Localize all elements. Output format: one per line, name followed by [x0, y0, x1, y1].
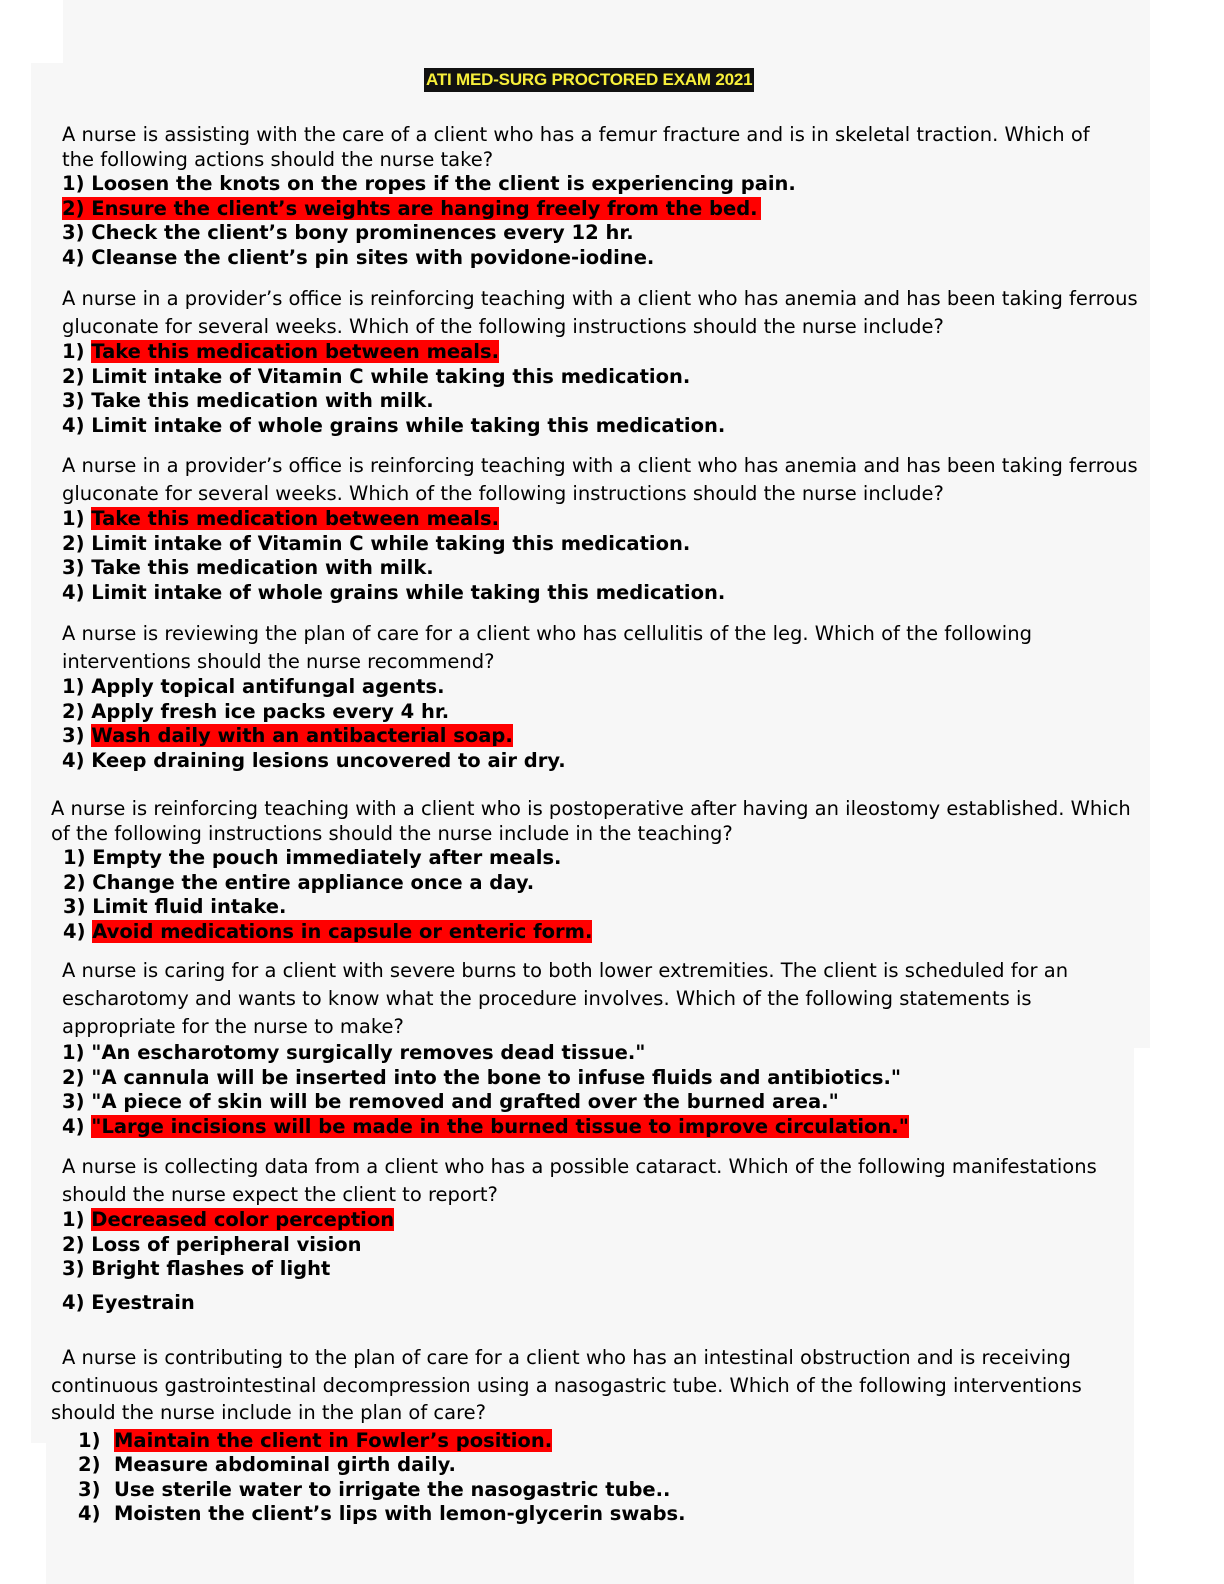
option-text: Loss of peripheral vision: [91, 1232, 362, 1256]
question-6: [62, 957, 1142, 1139]
question-stem: [51, 1344, 1131, 1427]
option-number: 1): [63, 846, 86, 869]
answer-option-2[interactable]: [62, 197, 1122, 222]
question-3: [62, 452, 1142, 605]
option-number: 4): [62, 245, 85, 269]
option-number: 4): [78, 1502, 101, 1525]
answer-option-1[interactable]: [62, 1041, 1142, 1066]
option-number: 1): [62, 340, 85, 363]
option-number: 2): [62, 364, 85, 388]
option-number: 2): [62, 699, 85, 723]
option-text: Keep draining lesions uncovered to air dry.: [91, 748, 566, 772]
answer-options: [78, 1429, 1131, 1527]
answer-option-3[interactable]: [62, 724, 1142, 749]
highlighted-answer: Take this medication between meals.: [91, 507, 499, 530]
answer-option-2[interactable]: [62, 365, 1142, 390]
option-text: "A piece of skin will be removed and grafted over the burned area.": [91, 1090, 839, 1113]
option-text: Bright flashes of light: [91, 1257, 331, 1280]
option-text: Limit intake of Vitamin C while taking this medication.: [91, 531, 691, 555]
option-number: 1): [62, 1041, 85, 1064]
option-number: 4): [62, 748, 85, 772]
answer-options: [62, 340, 1142, 438]
option-number: 2): [63, 870, 86, 894]
answer-option-1[interactable]: [62, 507, 1142, 532]
option-text: Limit intake of Vitamin C while taking this medication.: [91, 364, 691, 388]
answer-option-2[interactable]: [62, 1233, 1142, 1258]
option-text: Loosen the knots on the ropes if the client is experiencing pain.: [91, 172, 796, 195]
answer-options: [62, 1041, 1142, 1139]
option-number: 4): [62, 413, 85, 437]
answer-option-3[interactable]: [62, 1257, 1142, 1282]
answer-option-2[interactable]: [78, 1453, 1131, 1478]
answer-option-2[interactable]: [62, 1066, 1142, 1091]
highlighted-answer: Avoid medications in capsule or enteric form.: [92, 919, 593, 943]
option-number: 3): [62, 1090, 85, 1113]
option-number: 3): [63, 895, 86, 918]
question-stem: A nurse is reviewing the plan of care for a client who has cellulitis of the leg. Which of the following interventions should the nurse recommend?: [62, 622, 1032, 673]
answer-option-3[interactable]: [62, 556, 1142, 581]
highlighted-answer: Maintain the client in Fowler’s position.: [114, 1428, 553, 1452]
answer-option-3[interactable]: [63, 895, 1131, 920]
answer-option-3[interactable]: [62, 221, 1122, 246]
question-5: [51, 796, 1131, 944]
answer-options: [63, 846, 1131, 944]
page-background-top: [63, 0, 1150, 64]
option-number: 1): [62, 172, 85, 195]
question-8: [51, 1344, 1131, 1527]
question-stem: A nurse in a provider’s office is reinforcing teaching with a client who has anemia and has been taking ferrous gluconate for several weeks. Which of the following instructions should the nurse include?: [62, 454, 1138, 505]
exam-title: ATI MED-SURG PROCTORED EXAM 2021: [424, 68, 754, 92]
highlighted-answer: [62, 197, 761, 220]
answer-option-1[interactable]: [62, 675, 1142, 700]
answer-option-3[interactable]: [62, 1090, 1142, 1115]
option-number: 1): [62, 1208, 85, 1231]
option-text: "An escharotomy surgically removes dead tissue.": [91, 1041, 646, 1064]
option-text: Moisten the client’s lips with lemon-glycerin swabs.: [114, 1502, 686, 1525]
option-number: 4): [62, 1290, 85, 1314]
option-number: 4): [62, 580, 85, 604]
option-text: "A cannula will be inserted into the bone to infuse fluids and antibiotics.": [91, 1065, 902, 1089]
option-number: 2): [62, 196, 85, 220]
answer-option-2[interactable]: [63, 871, 1131, 896]
question-stem-text: A nurse is contributing to the plan of care for a client who has an intestinal obstruction and is receiving continuous gastrointestinal decompression using a nasogastric tube. Which of the following interventions should the nurse include in the plan of care?: [51, 1346, 1082, 1424]
option-number: 2): [62, 1065, 85, 1089]
answer-option-4[interactable]: [62, 246, 1122, 271]
option-text: Change the entire appliance once a day.: [92, 870, 535, 894]
question-2: [62, 285, 1142, 438]
option-number: 3): [78, 1477, 101, 1501]
highlighted-answer: "Large incisions will be made in the burned tissue to improve circulation.": [91, 1114, 909, 1138]
option-number: 4): [63, 919, 86, 943]
option-number: 2): [62, 531, 85, 555]
answer-option-4[interactable]: [62, 1291, 1142, 1316]
option-text: Limit fluid intake.: [92, 895, 287, 918]
answer-options: [62, 507, 1142, 605]
option-number: 3): [62, 1257, 85, 1280]
answer-option-3[interactable]: [62, 389, 1142, 414]
answer-option-4[interactable]: [62, 1115, 1142, 1140]
answer-option-3[interactable]: [78, 1478, 1131, 1503]
option-number: 2): [62, 1232, 85, 1256]
option-text: Empty the pouch immediately after meals.: [92, 846, 562, 869]
option-number: 4): [62, 1114, 85, 1138]
answer-option-4[interactable]: [62, 581, 1142, 606]
option-number: 3): [62, 389, 85, 412]
question-7: [62, 1153, 1142, 1315]
option-text: Eyestrain: [91, 1290, 195, 1314]
answer-option-4[interactable]: [78, 1502, 1131, 1527]
answer-option-1[interactable]: [62, 340, 1142, 365]
option-number: 2): [78, 1453, 101, 1476]
option-text: Check the client’s bony prominences every 12 hr.: [91, 221, 634, 244]
answer-option-2[interactable]: [62, 700, 1142, 725]
answer-option-1[interactable]: [63, 846, 1131, 871]
option-number: 1): [62, 507, 85, 530]
option-text: Ensure the client’s weights are hanging freely from the bed.: [91, 196, 758, 220]
answer-option-1[interactable]: [78, 1429, 1131, 1454]
highlighted-answer: Wash daily with an antibacterial soap.: [91, 724, 513, 747]
question-1: [62, 122, 1122, 270]
option-text: Measure abdominal girth daily.: [114, 1453, 456, 1476]
option-text: Use sterile water to irrigate the nasogastric tube..: [114, 1477, 671, 1501]
option-number: 1): [78, 1428, 101, 1452]
question-stem: A nurse is reinforcing teaching with a client who is postoperative after having an ileostomy established. Which of the following instructions should the nurse include in the teaching?: [51, 797, 1131, 845]
option-number: 3): [62, 724, 85, 747]
answer-option-4[interactable]: [62, 749, 1142, 774]
answer-options: [62, 172, 1122, 270]
answer-option-4[interactable]: [63, 920, 1131, 945]
question-stem: A nurse is caring for a client with severe burns to both lower extremities. The client is scheduled for an escharotomy and wants to know what the procedure involves. Which of the following statements is appropriate for the nurse to make?: [62, 959, 1069, 1038]
option-text: Limit intake of whole grains while taking this medication.: [91, 580, 726, 604]
option-text: Take this medication with milk.: [91, 556, 434, 579]
answer-options: [62, 675, 1142, 773]
option-text: Cleanse the client’s pin sites with povidone-iodine.: [91, 245, 655, 269]
question-stem: A nurse in a provider’s office is reinforcing teaching with a client who has anemia and has been taking ferrous gluconate for several weeks. Which of the following instructions should the nurse include?: [62, 287, 1138, 338]
question-stem: A nurse is assisting with the care of a client who has a femur fracture and is in skeletal traction. Which of the following actions should the nurse take?: [62, 123, 1090, 171]
option-text: Take this medication with milk.: [91, 389, 434, 412]
option-number: 1): [62, 675, 85, 698]
answer-option-1[interactable]: [62, 1208, 1142, 1233]
option-text: Limit intake of whole grains while taking this medication.: [91, 413, 726, 437]
option-number: 3): [62, 556, 85, 579]
question-stem: A nurse is collecting data from a client who has a possible cataract. Which of the following manifestations should the nurse expect the client to report?: [62, 1155, 1097, 1206]
answer-option-2[interactable]: [62, 532, 1142, 557]
highlighted-answer: Decreased color perception: [91, 1208, 395, 1231]
answer-option-4[interactable]: [62, 414, 1142, 439]
highlighted-answer: Take this medication between meals.: [91, 340, 499, 363]
option-text: Apply topical antifungal agents.: [91, 675, 445, 698]
answer-options: [62, 1208, 1142, 1315]
option-number: 3): [62, 221, 85, 244]
answer-option-1[interactable]: [62, 172, 1122, 197]
option-text: Apply fresh ice packs every 4 hr.: [91, 699, 450, 723]
question-4: [62, 620, 1142, 773]
